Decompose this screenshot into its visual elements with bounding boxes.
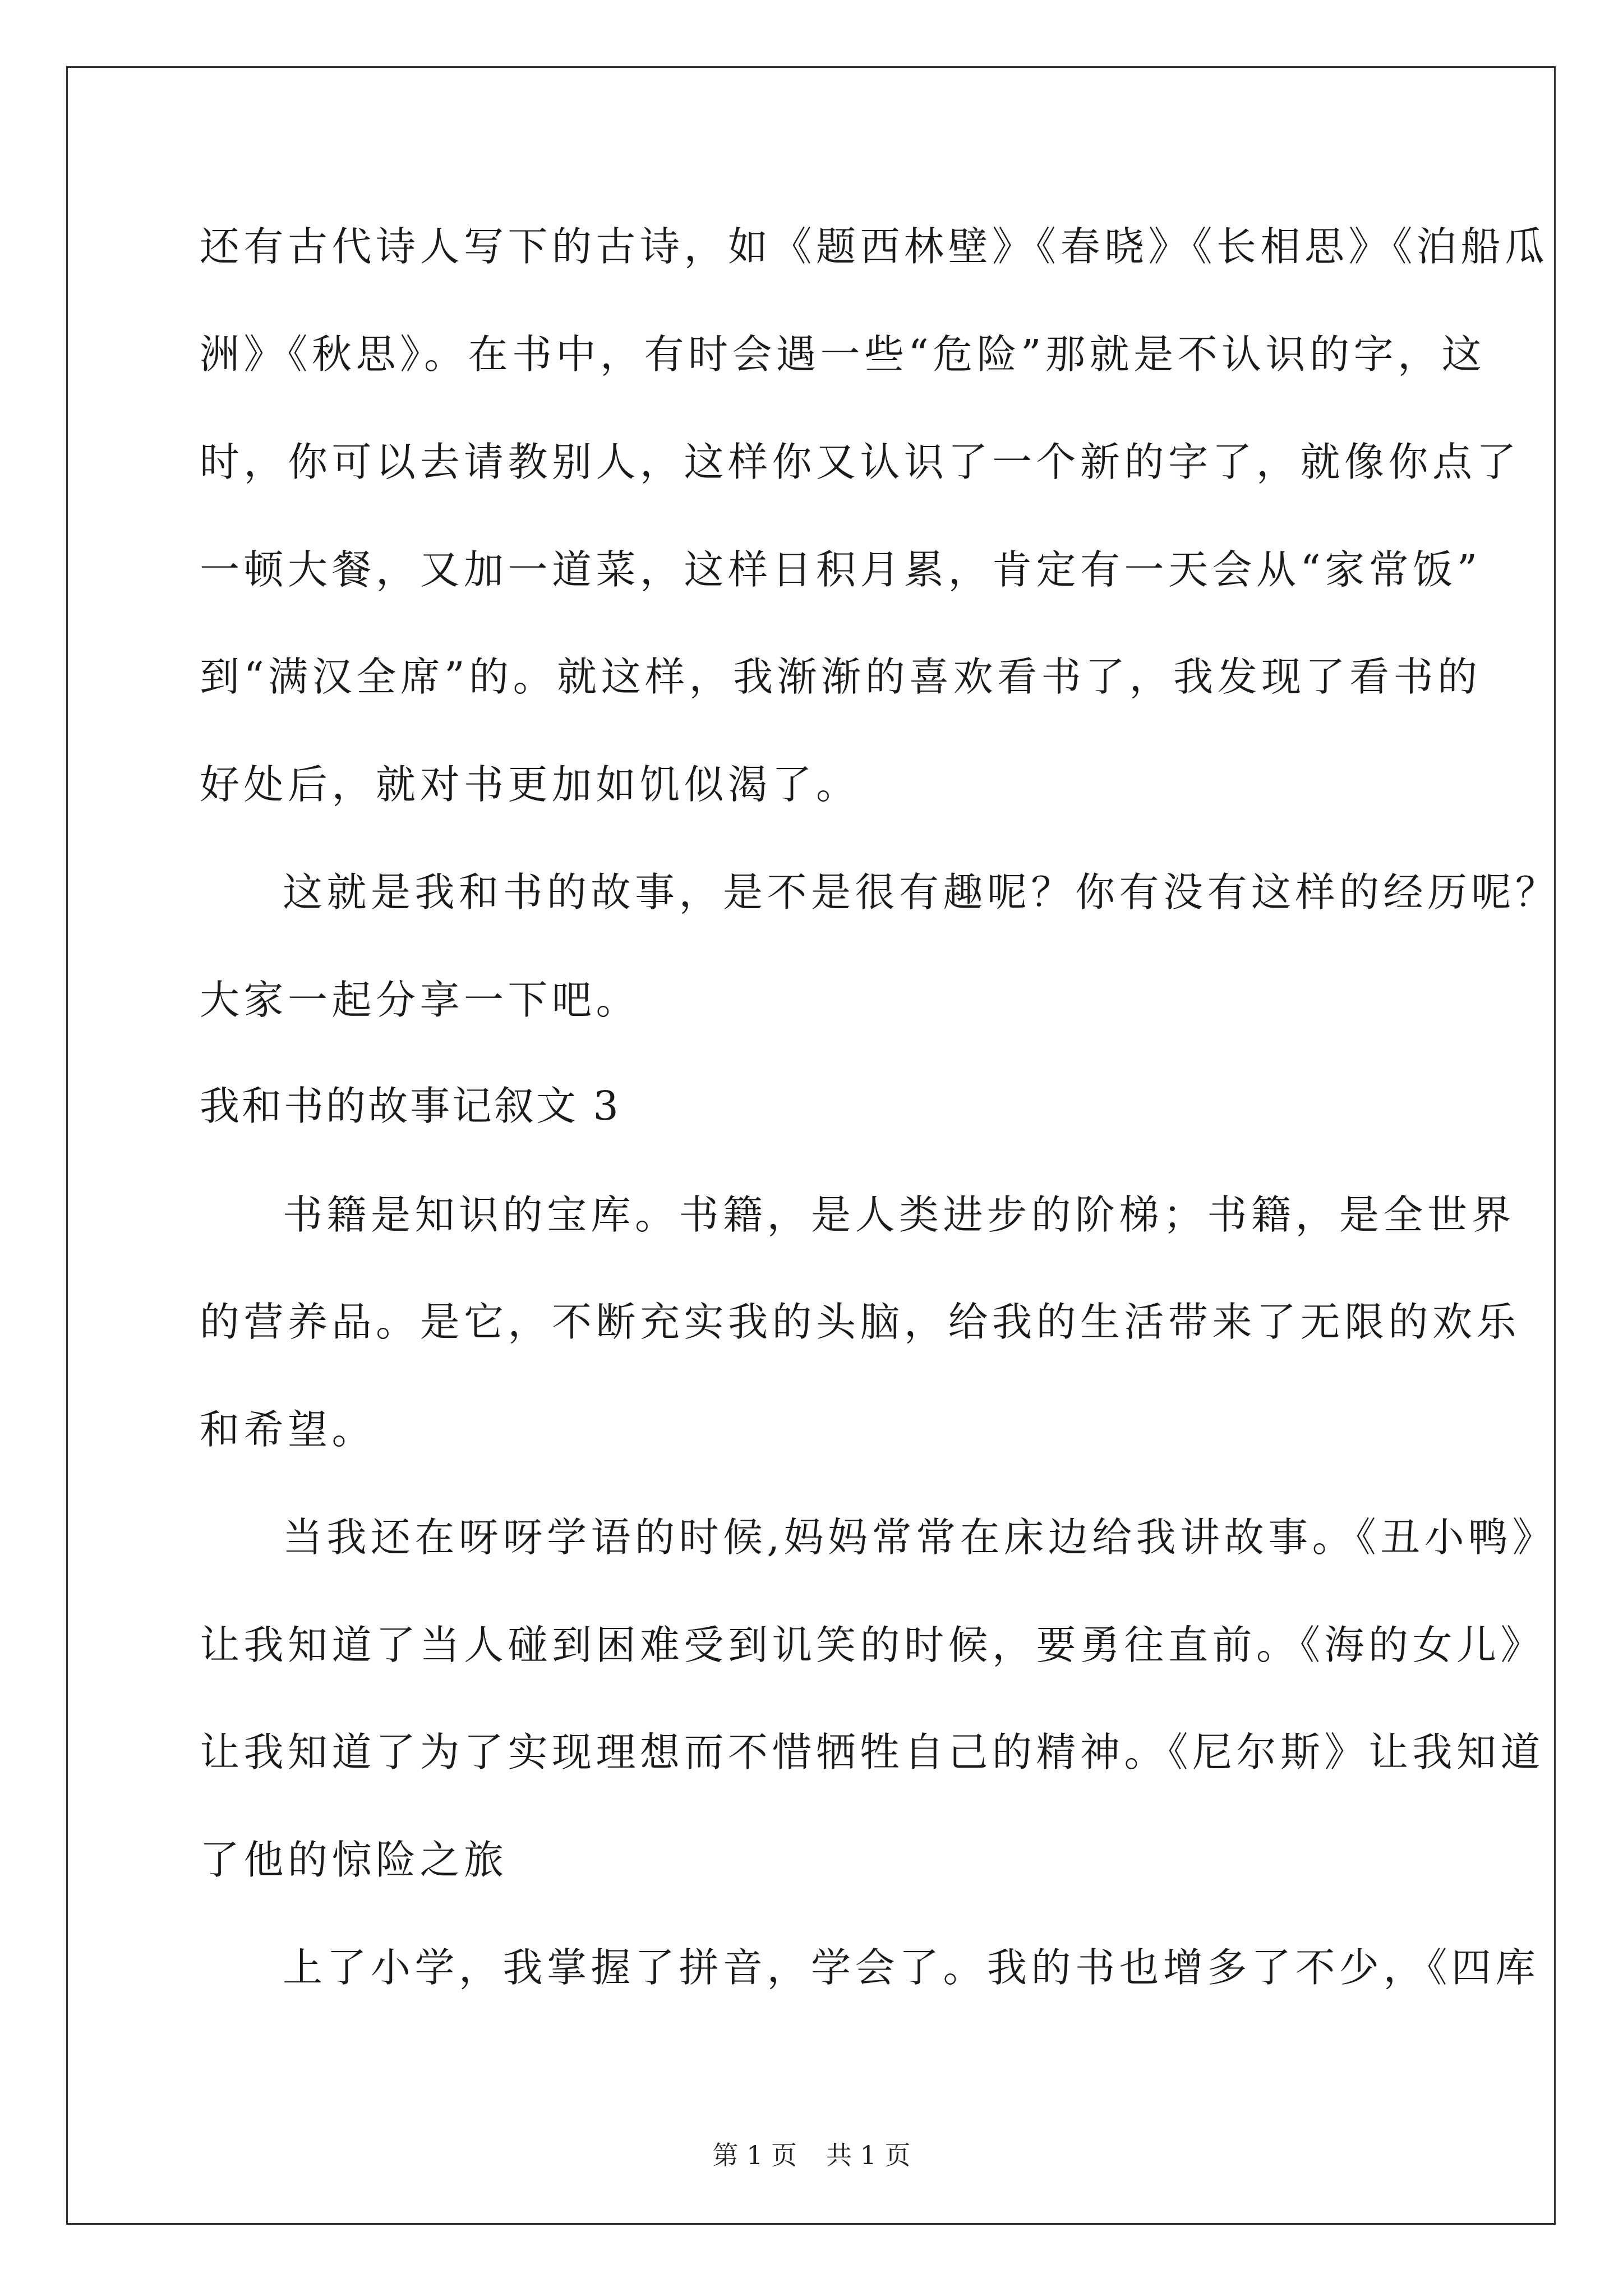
page-border — [66, 66, 1560, 2225]
page-total: 共 1 页 — [826, 2140, 911, 2170]
paragraph-line: 洲》《秋思》。在书中，有时会遇一些“危险”那就是不认识的字，这 — [200, 331, 1486, 378]
paragraph-line: 还有古代诗人写下的古诗，如《题西林壁》《春晓》《长相思》《泊船瓜 — [200, 223, 1549, 270]
paragraph-line: 当我还在呀呀学语的时候,妈妈常常在床边给我讲故事。《丑小鸭》 — [283, 1514, 1557, 1561]
paragraph-line: 书籍是知识的宝库。书籍，是人类进步的阶梯；书籍，是全世界 — [283, 1191, 1516, 1238]
paragraph-line: 和希望。 — [200, 1406, 376, 1453]
paragraph-line: 上了小学，我掌握了拼音，学会了。我的书也增多了不少，《四库 — [283, 1944, 1540, 1991]
page-footer — [0, 2139, 1623, 2171]
paragraph-line: 这就是我和书的故事，是不是很有趣呢？你有没有这样的经历呢？ — [283, 869, 1560, 915]
page-number: 第 1 页 — [712, 2140, 797, 2170]
paragraph-line: 时，你可以去请教别人，这样你又认识了一个新的字了，就像你点了 — [200, 439, 1521, 485]
paragraph-line: 大家一起分享一下吧。 — [200, 977, 640, 1023]
paragraph-line: 好处后，就对书更加如饥似渴了。 — [200, 761, 860, 808]
paragraph-line: 让我知道了当人碰到困难受到讥笑的时候，要勇往直前。《海的女儿》 — [200, 1622, 1545, 1668]
paragraph-line: 的营养品。是它，不断充实我的头脑，给我的生活带来了无限的欢乐 — [200, 1299, 1521, 1345]
paragraph-line: 到“满汉全席”的。就这样，我渐渐的喜欢看书了，我发现了看书的 — [200, 654, 1482, 700]
section-heading: 我和书的故事记叙文 3 — [200, 1083, 621, 1129]
paragraph-line: 一顿大餐，又加一道菜，这样日积月累，肯定有一天会从“家常饭” — [200, 546, 1482, 593]
paragraph-line: 让我知道了为了实现理想而不惜牺牲自己的精神。《尼尔斯》让我知道 — [200, 1729, 1545, 1775]
paragraph-line: 了他的惊险之旅 — [200, 1837, 508, 1883]
